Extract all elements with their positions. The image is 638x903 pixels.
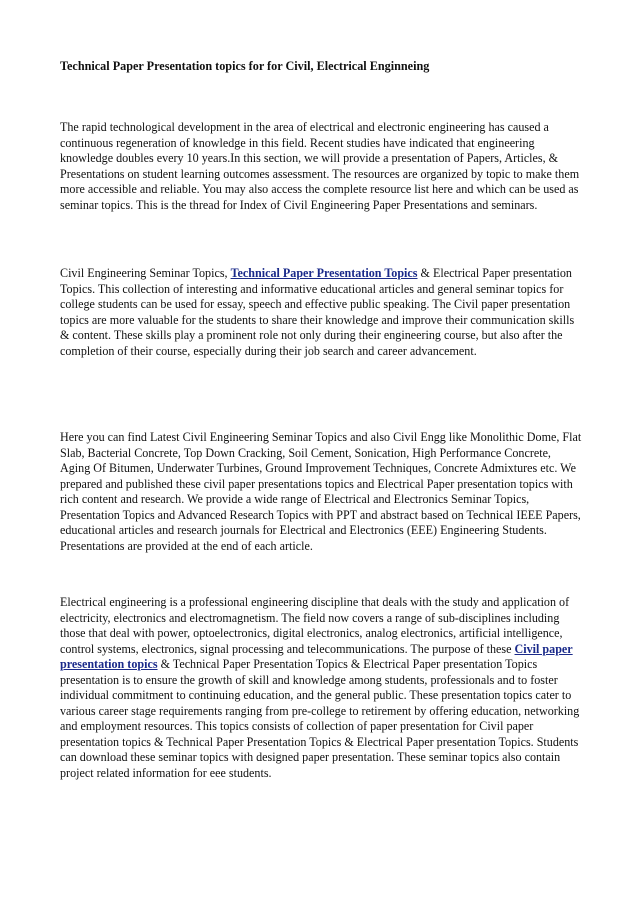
technical-paper-presentation-topics-link[interactable]: Technical Paper Presentation Topics <box>230 266 418 280</box>
paragraph-text: Civil Engineering Seminar Topics, <box>60 266 231 280</box>
paragraph-intro: The rapid technological development in the area of electrical and electronic engineering has caused a continuous regeneration of knowledge in this field. Recent studies have indicated that engineering knowledge doubles every 10 years.In this section, we will provide a presentation of Papers, Articles, & Presentations on student learning outcomes assessment. The resources are organized by topic to make them more accessible and reliable. You may also access the complete resource list here and which can be used as seminar topics. This is the thread for Index of Civil Engineering Paper Presentations and seminars. <box>60 120 580 212</box>
paragraph-civil-seminar-topics <box>60 266 582 359</box>
document-page <box>60 58 582 780</box>
paragraph-text: & Technical Paper Presentation Topics & Electrical Paper presentation Topics presentation is to ensure the growth of skill and knowledge among students, professionals and to foster individual commitment to continuing education, and the general public. These presentation topics cater to various career stage requirements ranging from pre-college to retirement by offering education, networking and employment resources. This topics consists of collection of paper presentation for Civil paper presentation topics & Technical Paper Presentation Topics & Electrical Paper presentation Topics. Students can download these seminar topics with designed paper presentation. These seminar topics also contain project related information for eee students. <box>60 657 580 780</box>
paragraph-text: Electrical engineering is a professional engineering discipline that deals with the study and application of electricity, electronics and electromagnetism. The field now covers a range of sub-disciplines including those that deal with power, optoelectronics, digital electronics, analog electronics, artificial intelligence, control systems, electronics, signal processing and telecommunications. The purpose of these <box>60 595 570 656</box>
paragraph-latest-topics: Here you can find Latest Civil Engineering Seminar Topics and also Civil Engg like Monolithic Dome, Flat Slab, Bacterial Concrete, Top Down Cracking, Soil Cement, Sonication, High Performance Concrete, Aging Of Bitumen, Underwater Turbines, Ground Improvement Techniques, Concrete Admixtures etc. We prepared and published these civil paper presentations topics and Electrical Paper presentation topics with rich content and research. We provide a wide range of Electrical and Electronics Seminar Topics, Presentation Topics and Advanced Research Topics with PPT and abstract based on Technical IEEE Papers, educational articles and research journals for Electrical and Electronics (EEE) Engineering Students. Presentations are provided at the end of each article. <box>60 430 582 553</box>
document-title: Technical Paper Presentation topics for for Civil, Electrical Enginneing <box>60 59 430 73</box>
paragraph-electrical-engineering <box>60 595 582 781</box>
paragraph-text: & Electrical Paper presentation Topics. This collection of interesting and informative educational articles and general seminar topics for college students can be used for essay, speech and effective public speaking. The Civil paper presentation topics are more valuable for the students to share their knowledge and improve their communication skills & content. These skills play a prominent role not only during their engineering course, but also after the completion of their course, especially during their job search and career advancement. <box>60 266 575 358</box>
civil-paper-presentation-topics-link[interactable]: Civil paper presentation topics <box>60 641 573 671</box>
